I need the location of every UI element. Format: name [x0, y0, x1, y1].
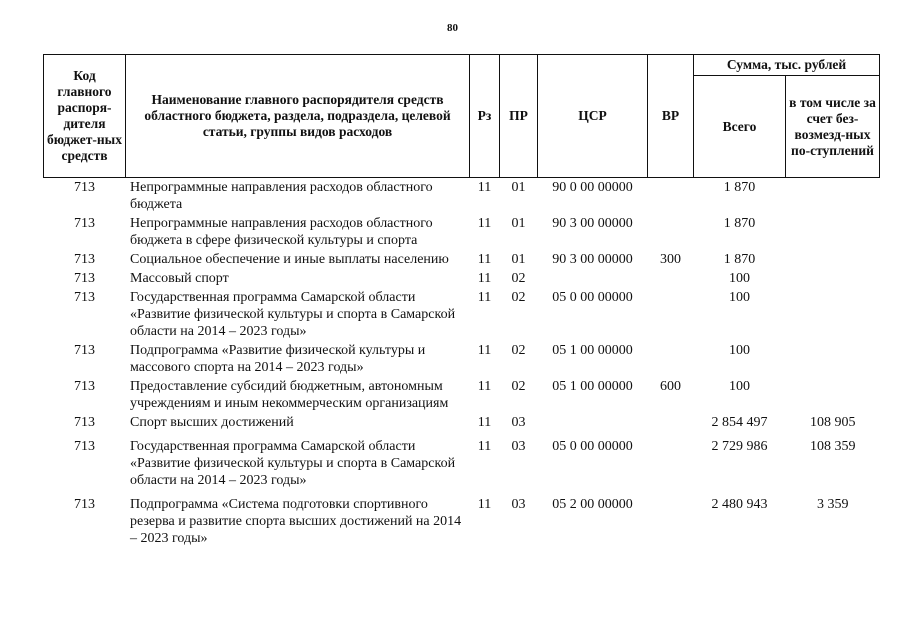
header-vr: ВР	[648, 55, 694, 178]
table-row	[44, 288, 880, 341]
cell-pr: 01	[511, 180, 526, 195]
cell-total: 100	[729, 343, 750, 358]
cell-vr	[648, 288, 694, 341]
cell-code: 713	[74, 497, 95, 512]
cell-total: 2 729 986	[711, 439, 768, 454]
cell-csr: 05 0 00 00000	[552, 290, 633, 305]
cell-total: 100	[729, 290, 750, 305]
cell-vr	[648, 432, 694, 490]
cell-total: 100	[729, 379, 750, 394]
cell-total: 100	[729, 271, 750, 286]
cell-rz: 11	[477, 290, 492, 305]
cell-pr: 01	[511, 216, 526, 231]
cell-pr: 02	[511, 343, 526, 358]
cell-vr	[648, 214, 694, 250]
cell-rz: 11	[477, 343, 492, 358]
cell-name: Предоставление субсидий бюджетным, автономным учреждениям и иным некоммерческим организациям	[130, 379, 449, 411]
cell-grants	[786, 178, 880, 215]
cell-code: 713	[74, 290, 95, 305]
cell-name: Государственная программа Самарской области «Развитие физической культуры и спорта в Самарской области на 2014 – 2023 годы»	[130, 439, 456, 488]
budget-table	[43, 54, 880, 553]
cell-rz: 11	[477, 415, 492, 430]
cell-name: Подпрограмма «Развитие физической культуры и массового спорта на 2014 – 2023 годы»	[130, 343, 426, 375]
cell-grants	[786, 269, 880, 288]
cell-total: 1 870	[723, 252, 756, 267]
cell-code: 713	[74, 216, 95, 231]
header-code: Код главного распоря-дителя бюджет-ных средств	[44, 55, 126, 178]
cell-grants	[786, 250, 880, 269]
cell-csr	[538, 413, 648, 432]
page-number: 80	[447, 22, 458, 34]
cell-rz: 11	[477, 271, 492, 286]
header-grants: в том числе за счет без-возмезд-ных по-ступлений	[786, 76, 880, 178]
cell-pr: 03	[511, 415, 526, 430]
cell-name: Спорт высших достижений	[130, 415, 294, 430]
cell-rz: 11	[477, 497, 492, 512]
cell-total: 1 870	[723, 216, 756, 231]
header-total: Всего	[694, 76, 786, 178]
cell-code: 713	[74, 415, 95, 430]
cell-csr: 05 1 00 00000	[552, 379, 633, 394]
cell-grants	[786, 288, 880, 341]
cell-pr: 02	[511, 379, 526, 394]
cell-code: 713	[74, 343, 95, 358]
cell-pr: 03	[511, 439, 526, 454]
table-row	[44, 341, 880, 377]
cell-code: 713	[74, 180, 95, 195]
cell-rz: 11	[477, 439, 492, 454]
cell-name: Подпрограмма «Система подготовки спортивного резерва и развитие спорта высших достижений на 2014 – 2023 годы»	[130, 497, 462, 546]
cell-code: 713	[74, 271, 95, 286]
cell-vr	[648, 413, 694, 432]
cell-csr: 05 1 00 00000	[552, 343, 633, 358]
table-row	[44, 250, 880, 269]
cell-pr: 03	[511, 497, 526, 512]
table-row	[44, 432, 880, 490]
cell-name: Массовый спорт	[130, 271, 229, 286]
cell-vr: 600	[660, 379, 681, 394]
cell-csr	[538, 269, 648, 288]
cell-rz: 11	[477, 216, 492, 231]
cell-vr	[648, 269, 694, 288]
cell-grants	[786, 377, 880, 413]
table-row	[44, 178, 880, 215]
cell-grants: 3 359	[817, 497, 849, 512]
cell-total: 2 480 943	[711, 497, 768, 512]
header-sum: Сумма, тыс. рублей	[694, 55, 880, 76]
cell-name: Непрограммные направления расходов областного бюджета в сфере физической культуры и спорта	[130, 216, 433, 248]
header-pr: ПР	[500, 55, 538, 178]
cell-vr	[648, 178, 694, 215]
cell-csr: 90 0 00 00000	[552, 180, 633, 195]
cell-rz: 11	[477, 180, 492, 195]
header-csr: ЦСР	[538, 55, 648, 178]
table-row	[44, 377, 880, 413]
cell-grants	[786, 341, 880, 377]
cell-grants: 108 905	[810, 415, 856, 430]
table-row	[44, 490, 880, 553]
cell-name: Государственная программа Самарской области «Развитие физической культуры и спорта в Самарской области на 2014 – 2023 годы»	[130, 290, 456, 339]
cell-grants	[786, 214, 880, 250]
table-header	[44, 55, 880, 178]
cell-name: Непрограммные направления расходов областного бюджета	[130, 180, 433, 212]
cell-vr	[648, 341, 694, 377]
cell-total: 1 870	[723, 180, 756, 195]
cell-code: 713	[74, 439, 95, 454]
cell-rz: 11	[477, 379, 492, 394]
cell-csr: 05 2 00 00000	[552, 497, 633, 512]
cell-code: 713	[74, 379, 95, 394]
table-row	[44, 214, 880, 250]
header-rz: Рз	[470, 55, 500, 178]
cell-vr	[648, 490, 694, 553]
cell-csr: 90 3 00 00000	[552, 216, 633, 231]
cell-csr: 05 0 00 00000	[552, 439, 633, 454]
cell-grants: 108 359	[810, 439, 856, 454]
cell-code: 713	[74, 252, 95, 267]
cell-pr: 01	[511, 252, 526, 267]
cell-total: 2 854 497	[711, 415, 768, 430]
table-body	[44, 178, 880, 554]
cell-name: Социальное обеспечение и иные выплаты населению	[130, 252, 449, 267]
table-row	[44, 269, 880, 288]
cell-pr: 02	[511, 290, 526, 305]
table-row	[44, 413, 880, 432]
cell-pr: 02	[511, 271, 526, 286]
cell-csr: 90 3 00 00000	[552, 252, 633, 267]
cell-rz: 11	[477, 252, 492, 267]
header-name: Наименование главного распорядителя средств областного бюджета, раздела, подраздела, целевой статьи, группы видов расходов	[126, 55, 470, 178]
cell-vr: 300	[660, 252, 681, 267]
